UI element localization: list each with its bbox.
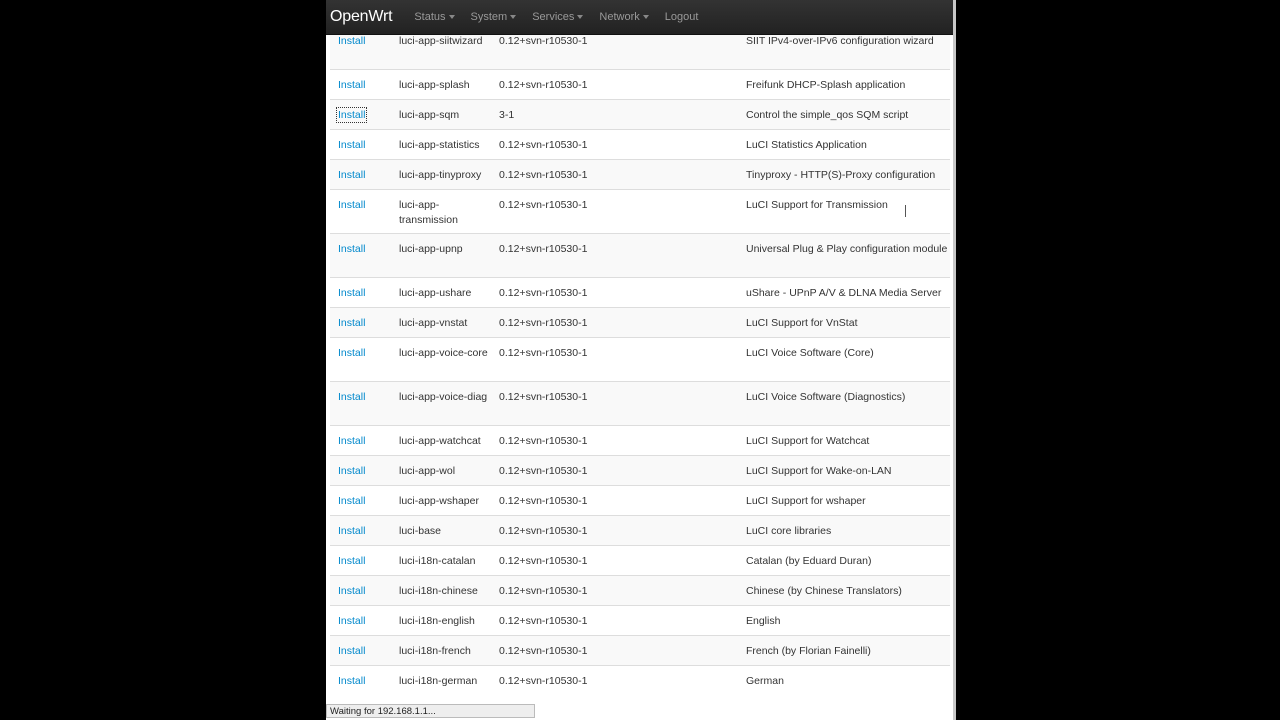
install-link[interactable]: Install [338,169,366,181]
chevron-down-icon [577,15,583,19]
chevron-down-icon [510,15,516,19]
table-row [330,190,950,234]
nav-system-label: System [470,11,508,23]
nav-status-label: Status [414,11,446,23]
nav-status[interactable] [414,11,454,23]
package-version: 0.12+svn-r10530-1 [491,516,738,546]
nav-services-label: Services [532,11,575,23]
install-cell [330,606,391,636]
install-link[interactable]: Install [338,109,366,121]
chevron-down-icon [449,15,455,19]
package-name: luci-i18n-french [391,636,491,666]
install-link[interactable]: Install [338,525,366,537]
package-description: LuCI Statistics Application [738,130,950,160]
table-row [330,606,950,636]
package-description: LuCI Support for VnStat [738,308,950,338]
package-name: luci-app-wol [391,456,491,486]
package-name: luci-app-tinyproxy [391,160,491,190]
install-cell [330,234,391,278]
package-description: LuCI Voice Software (Core) [738,338,950,382]
package-name: luci-app-watchcat [391,426,491,456]
package-name: luci-app-voice-core [391,338,491,382]
install-cell [330,70,391,100]
package-name: luci-app-wshaper [391,486,491,516]
package-description: LuCI Support for wshaper [738,486,950,516]
install-cell [330,456,391,486]
package-version: 0.12+svn-r10530-1 [491,130,738,160]
package-table-body [330,0,950,696]
package-table [330,0,950,696]
package-name: luci-i18n-catalan [391,546,491,576]
install-cell [330,426,391,456]
nav-network[interactable] [599,11,648,23]
table-row [330,546,950,576]
package-version: 0.12+svn-r10530-1 [491,486,738,516]
browser-viewport [326,0,953,720]
package-name: luci-i18n-english [391,606,491,636]
package-version: 0.12+svn-r10530-1 [491,666,738,696]
table-row [330,576,950,606]
package-description: Freifunk DHCP-Splash application [738,70,950,100]
package-version: 0.12+svn-r10530-1 [491,308,738,338]
package-version: 0.12+svn-r10530-1 [491,426,738,456]
install-link[interactable]: Install [338,317,366,329]
install-link[interactable]: Install [338,585,366,597]
package-description: LuCI Support for Transmission [738,190,950,234]
package-name: luci-app-voice-diag [391,382,491,426]
table-row [330,160,950,190]
table-row [330,338,950,382]
install-link[interactable]: Install [338,645,366,657]
nav-system[interactable] [471,11,517,23]
package-name: luci-app-splash [391,70,491,100]
nav-logout[interactable] [665,11,699,23]
package-version: 0.12+svn-r10530-1 [491,636,738,666]
package-name: luci-app-upnp [391,234,491,278]
install-link[interactable]: Install [338,199,366,211]
table-row [330,666,950,696]
package-description: Catalan (by Eduard Duran) [738,546,950,576]
nav-services[interactable] [532,11,583,23]
package-description: LuCI Support for Wake-on-LAN [738,456,950,486]
table-row [330,486,950,516]
text-cursor-icon [905,205,906,217]
package-name: luci-app-statistics [391,130,491,160]
install-cell [330,130,391,160]
package-version: 0.12+svn-r10530-1 [491,26,738,70]
package-version: 0.12+svn-r10530-1 [491,576,738,606]
install-link[interactable]: Install [338,139,366,151]
table-row [330,636,950,666]
package-version: 0.12+svn-r10530-1 [491,338,738,382]
install-cell [330,308,391,338]
package-version: 0.12+svn-r10530-1 [491,190,738,234]
install-cell [330,100,391,130]
package-description: LuCI Voice Software (Diagnostics) [738,382,950,426]
install-link[interactable]: Install [338,495,366,507]
top-navbar [326,0,953,35]
install-link[interactable]: Install [338,555,366,567]
package-description: English [738,606,950,636]
package-name: luci-base [391,516,491,546]
install-cell [330,278,391,308]
table-row [330,234,950,278]
nav-logout-label: Logout [664,11,699,23]
package-version: 0.12+svn-r10530-1 [491,70,738,100]
table-row [330,278,950,308]
browser-status-bar: Waiting for 192.168.1.1... [326,704,535,718]
install-link[interactable]: Install [338,347,366,359]
package-version: 0.12+svn-r10530-1 [491,160,738,190]
install-link[interactable]: Install [338,79,366,91]
table-row [330,456,950,486]
install-cell [330,160,391,190]
package-description: Universal Plug & Play configuration module [738,234,950,278]
package-name: luci-i18n-chinese [391,576,491,606]
table-row [330,130,950,160]
package-description: SIIT IPv4-over-IPv6 configuration wizard [738,26,950,70]
table-row [330,100,950,130]
install-link[interactable]: Install [338,243,366,255]
install-link[interactable]: Install [338,391,366,403]
package-description: Chinese (by Chinese Translators) [738,576,950,606]
install-link[interactable]: Install [338,35,366,47]
table-row [330,426,950,456]
package-description: LuCI Support for Watchcat [738,426,950,456]
package-version: 0.12+svn-r10530-1 [491,382,738,426]
package-description: LuCI core libraries [738,516,950,546]
package-name: luci-app-sqm [391,100,491,130]
install-cell [330,516,391,546]
nav-network-label: Network [599,11,640,23]
table-row [330,308,950,338]
install-cell [330,546,391,576]
table-row [330,382,950,426]
install-link[interactable]: Install [338,435,366,447]
install-link[interactable]: Install [338,287,366,299]
table-row [330,516,950,546]
package-version: 0.12+svn-r10530-1 [491,278,738,308]
package-version: 3-1 [491,100,738,130]
package-description: Tinyproxy - HTTP(S)-Proxy configuration [738,160,950,190]
package-description: uShare - UPnP A/V & DLNA Media Server [738,278,950,308]
chevron-down-icon [643,15,649,19]
package-version: 0.12+svn-r10530-1 [491,546,738,576]
install-cell [330,576,391,606]
install-cell [330,382,391,426]
install-link[interactable]: Install [338,675,366,687]
install-cell [330,636,391,666]
brand-logo[interactable]: OpenWrt [330,8,393,25]
package-description: German [738,666,950,696]
package-version: 0.12+svn-r10530-1 [491,234,738,278]
package-name: luci-app-vnstat [391,308,491,338]
package-name: luci-app-siitwizard [391,26,491,70]
table-row [330,70,950,100]
package-description: French (by Florian Fainelli) [738,636,950,666]
install-cell [330,666,391,696]
package-table-container [330,0,950,696]
package-name: luci-app-ushare [391,278,491,308]
package-name: luci-app-transmission [391,190,491,234]
install-link[interactable]: Install [338,615,366,627]
package-description: Control the simple_qos SQM script [738,100,950,130]
install-cell [330,486,391,516]
window-edge-strip [953,0,956,720]
package-name: luci-i18n-german [391,666,491,696]
install-cell [330,190,391,234]
package-version: 0.12+svn-r10530-1 [491,606,738,636]
install-link[interactable]: Install [338,465,366,477]
package-version: 0.12+svn-r10530-1 [491,456,738,486]
install-cell [330,338,391,382]
